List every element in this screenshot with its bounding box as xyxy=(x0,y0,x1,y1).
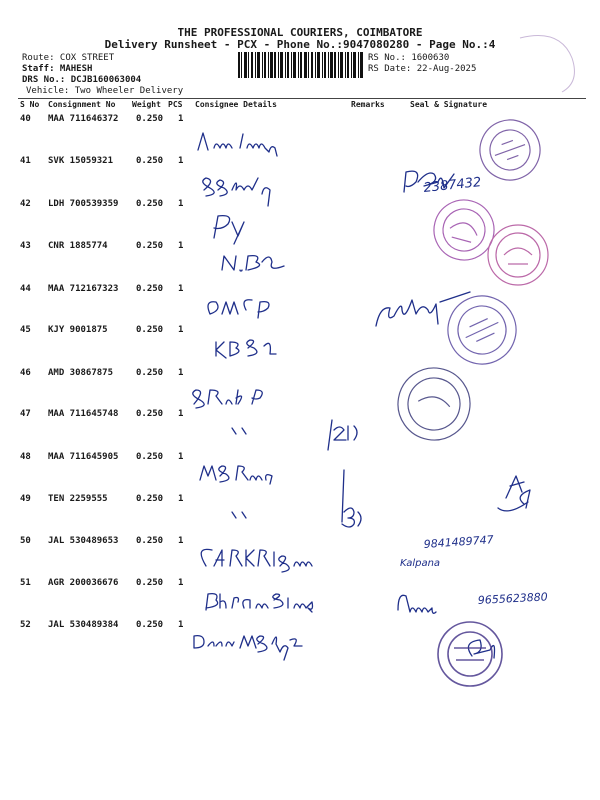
row-weight: 0.250 xyxy=(136,199,164,209)
row-pcs: 1 xyxy=(178,409,184,419)
consignee-signature-52 xyxy=(194,636,302,660)
company-stamp-43 xyxy=(488,225,548,285)
receiver-signature-52 xyxy=(468,640,494,658)
col-seal: Seal & Signature xyxy=(410,100,488,109)
row-sno: 46 xyxy=(20,368,31,378)
row-weight: 0.250 xyxy=(136,156,164,166)
row-pcs: 1 xyxy=(178,620,184,630)
consignee-signature-51 xyxy=(206,594,313,612)
col-weight: Weight xyxy=(132,100,161,109)
row-sno: 50 xyxy=(20,536,31,546)
receiver-signature-41 xyxy=(404,171,454,192)
row-weight: 0.250 xyxy=(136,241,164,251)
row-weight: 0.250 xyxy=(136,409,164,419)
document-subtitle: Delivery Runsheet - PCX - Phone No.:9047080280 - Page No.:4 xyxy=(104,38,496,51)
vehicle-label: Vehicle: Two Wheeler Delivery xyxy=(26,86,184,96)
rs-number: RS No.: 1600630 xyxy=(368,53,450,63)
remarks-note-49 xyxy=(342,508,361,527)
row-sno: 45 xyxy=(20,325,31,335)
receiver-signature-51 xyxy=(398,595,436,613)
row-consignment: TEN 2259555 xyxy=(48,494,108,504)
table-header-rule xyxy=(18,98,586,99)
consignee-signature-42 xyxy=(214,216,244,244)
row-consignment: MAA 711646372 xyxy=(48,114,119,124)
row-weight: 0.250 xyxy=(136,284,164,294)
col-remarks: Remarks xyxy=(351,100,385,109)
rs-date: RS Date: 22-Aug-2025 xyxy=(368,64,477,74)
ditto-mark-47 xyxy=(232,428,246,434)
row-consignment: SVK 15059321 xyxy=(48,156,114,166)
row-consignment: CNR 1885774 xyxy=(48,241,108,251)
remarks-bracket-49 xyxy=(342,470,344,522)
row-pcs: 1 xyxy=(178,578,184,588)
receiver-signature-44 xyxy=(376,292,470,326)
row-consignment: MAA 712167323 xyxy=(48,284,119,294)
row-weight: 0.250 xyxy=(136,536,164,546)
row-sno: 49 xyxy=(20,494,31,504)
consignee-signature-46 xyxy=(193,390,262,408)
row-pcs: 1 xyxy=(178,114,184,124)
row-consignment: AGR 200036676 xyxy=(48,578,119,588)
row-pcs: 1 xyxy=(178,199,184,209)
row-pcs: 1 xyxy=(178,452,184,462)
consignee-signature-48 xyxy=(200,466,272,484)
handwritten-name-50: Kalpana xyxy=(400,558,441,569)
row-pcs: 1 xyxy=(178,325,184,335)
row-pcs: 1 xyxy=(178,284,184,294)
consignee-signature-50 xyxy=(201,549,312,572)
row-consignment: LDH 700539359 xyxy=(48,199,119,209)
remarks-note-47 xyxy=(334,426,357,440)
row-weight: 0.250 xyxy=(136,620,164,630)
consignee-signature-43 xyxy=(222,256,284,271)
row-sno: 52 xyxy=(20,620,31,630)
row-weight: 0.250 xyxy=(136,452,164,462)
row-sno: 42 xyxy=(20,199,31,209)
row-weight: 0.250 xyxy=(136,368,164,378)
barcode xyxy=(238,52,364,78)
drs-number: DRS No.: DCJB160063004 xyxy=(22,75,142,85)
remarks-bracket-47 xyxy=(328,420,332,450)
col-consignee: Consignee Details xyxy=(195,100,277,109)
row-sno: 48 xyxy=(20,452,31,462)
company-stamp-46 xyxy=(392,362,475,445)
route-label: Route: COX STREET xyxy=(22,53,115,63)
row-consignment: JAL 530489384 xyxy=(48,620,119,630)
row-sno: 44 xyxy=(20,284,31,294)
consignee-signature-41 xyxy=(203,178,270,206)
row-sno: 47 xyxy=(20,409,31,419)
row-sno: 40 xyxy=(20,114,31,124)
consignee-signature-44 xyxy=(208,300,269,318)
row-sno: 51 xyxy=(20,578,31,588)
handwritten-phone-50: 9841489747 xyxy=(423,533,495,551)
col-pcs: PCS xyxy=(168,100,183,109)
row-consignment: MAA 711645748 xyxy=(48,409,119,419)
handwritten-phone-51: 9655623880 xyxy=(477,590,549,607)
company-stamp-42 xyxy=(427,193,500,266)
row-weight: 0.250 xyxy=(136,114,164,124)
row-sno: 41 xyxy=(20,156,31,166)
ditto-mark-49 xyxy=(232,512,246,518)
handwritten-phone-41: 2387432 xyxy=(422,175,483,196)
row-weight: 0.250 xyxy=(136,325,164,335)
staff-label: Staff: MAHESH xyxy=(22,64,93,74)
row-pcs: 1 xyxy=(178,156,184,166)
col-sno: S No xyxy=(20,100,40,109)
row-consignment: AMD 30867875 xyxy=(48,368,114,378)
col-consignment: Consignment No xyxy=(48,100,116,109)
row-pcs: 1 xyxy=(178,494,184,504)
consignee-signature-45 xyxy=(216,340,276,358)
row-consignment: MAA 711645905 xyxy=(48,452,119,462)
row-pcs: 1 xyxy=(178,368,184,378)
company-stamp-45 xyxy=(437,285,527,375)
company-stamp-40 xyxy=(472,112,549,189)
row-weight: 0.250 xyxy=(136,494,164,504)
row-pcs: 1 xyxy=(178,241,184,251)
row-weight: 0.250 xyxy=(136,578,164,588)
company-stamp-52 xyxy=(438,622,502,686)
row-sno: 43 xyxy=(20,241,31,251)
row-pcs: 1 xyxy=(178,536,184,546)
consignee-signature-40 xyxy=(198,133,277,156)
row-consignment: KJY 9001875 xyxy=(48,325,108,335)
receiver-signature-49 xyxy=(498,476,530,511)
row-consignment: JAL 530489653 xyxy=(48,536,119,546)
document-title: THE PROFESSIONAL COURIERS, COIMBATORE xyxy=(177,26,423,39)
